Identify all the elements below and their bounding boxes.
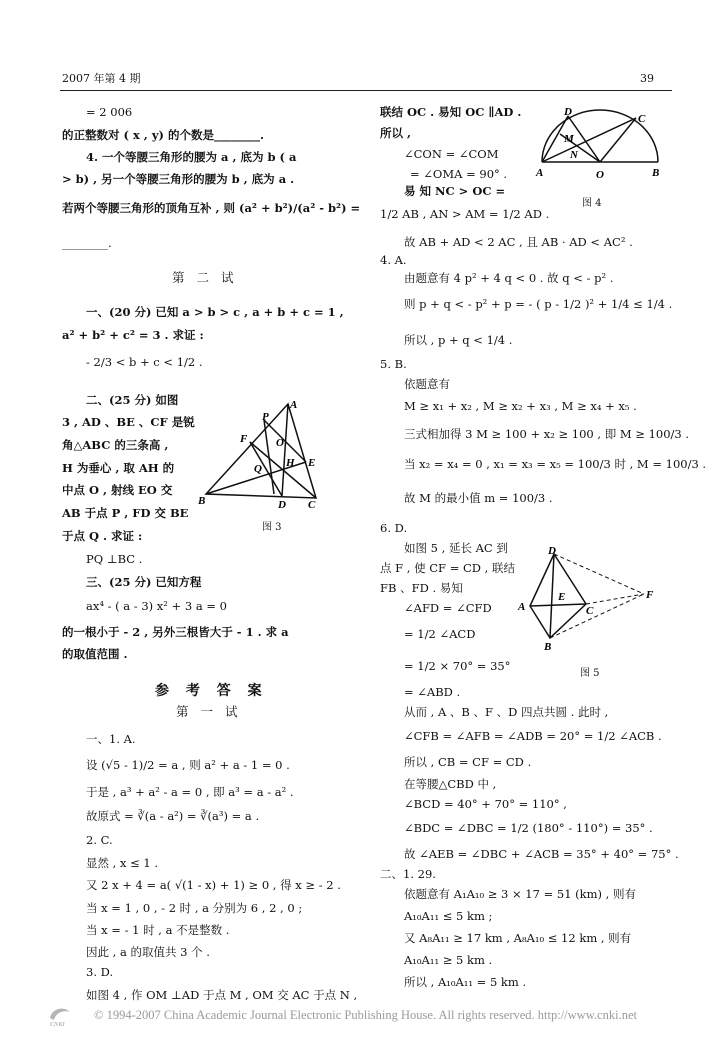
formula-line: A₁₀A₁₁ ≤ 5 km ; [404, 909, 493, 923]
answer-blank: ________. [62, 236, 112, 250]
fig3-label: D [278, 499, 286, 511]
formula-line: ∠AFD = ∠CFD [404, 601, 492, 615]
text-line: 于点 Q . 求证 : [62, 529, 143, 543]
formula-line: = ∠OMA = 90° . [410, 167, 508, 181]
formula-line: 由题意有 4 p² + 4 q < 0 . 故 q < - p² . [404, 271, 614, 285]
fig5-label: A [518, 601, 526, 613]
running-header-issue: 2007 年第 4 期 [62, 72, 141, 85]
figure-5-caption: 图 5 [580, 668, 600, 679]
text-line: AB 于点 P , FD 交 BE [62, 506, 189, 520]
text-line: 联结 OC . 易知 OC ∥AD . [380, 105, 522, 119]
section-heading: 第 一 试 [176, 704, 242, 719]
fig5-label: F [646, 589, 654, 601]
formula-line: 则 p + q < - p² + p = - ( p - 1/2 )² + 1/4 ≤ 1/4 . [404, 297, 673, 311]
text-line: 当 x = - 1 时 , a 不是整数 . [86, 923, 230, 937]
text-line: 4. A. [380, 253, 407, 267]
text-line: 如图 4 , 作 OM ⊥AD 于点 M , OM 交 AC 于点 N , [86, 988, 358, 1002]
text-line: > b) , 另一个等腰三角形的腰为 b , 底为 a . [62, 172, 295, 186]
formula-line: ∠BCD = 40° + 70° = 110° , [404, 797, 567, 811]
formula-line: = 1/2 × 70° = 35° [404, 659, 511, 673]
fig5-label: E [558, 591, 566, 603]
fig4-label: B [652, 167, 660, 179]
fig5-label: C [586, 605, 594, 617]
fig5-label: D [548, 545, 556, 557]
text-line: 因此 , a 的取值共 3 个 . [86, 945, 210, 959]
formula-line: ∠BDC = ∠DBC = 1/2 (180° - 110°) = 35° . [404, 821, 653, 835]
text-line: a² + b² + c² = 3 . 求证 : [62, 328, 204, 342]
text-line: 一、1. A. [86, 732, 136, 746]
fig3-label: B [198, 495, 206, 507]
text-line: 一、(20 分) 已知 a > b > c , a + b + c = 1 , [86, 305, 344, 319]
formula-line: 所以 , A₁₀A₁₁ = 5 km . [404, 975, 527, 989]
fig3-label: Q [254, 463, 262, 475]
fig3-label: C [308, 499, 316, 511]
cnki-logo-icon [44, 1004, 84, 1028]
formula-line: 所以 , CB = CF = CD . [404, 755, 532, 769]
text-line: = 2 006 [86, 105, 133, 119]
text-line: 点 F , 使 CF = CD , 联结 [380, 561, 515, 575]
text-line: 二、(25 分) 如图 [86, 393, 179, 407]
fig5-label: B [544, 641, 552, 652]
text-line: 的取值范围 . [62, 647, 128, 661]
formula-line: 依题意有 A₁A₁₀ ≥ 3 × 17 = 51 (km) , 则有 [404, 887, 636, 901]
formula-line: - 2/3 < b + c < 1/2 . [86, 355, 203, 369]
text-line: 角△ABC 的三条高 , [62, 438, 169, 452]
figure-4-caption: 图 4 [582, 198, 602, 209]
text-line: 从而 , A 、B 、F 、D 四点共圆 . 此时 , [404, 705, 609, 719]
formula-line: ax⁴ - ( a - 3) x² + 3 a = 0 [86, 599, 227, 613]
formula-line: = 1/2 ∠ACD [404, 627, 476, 641]
svg-text:CNKI: CNKI [50, 1022, 65, 1028]
formula-line: 三式相加得 3 M ≥ 100 + x₂ ≥ 100 , 即 M ≥ 100/3 . [404, 427, 690, 441]
formula-line: ∠CFB = ∠AFB = ∠ADB = 20° = 1/2 ∠ACB . [404, 729, 662, 743]
text-line: 的正整数对 ( x , y) 的个数是________. [62, 128, 264, 142]
publisher-logo [44, 1004, 86, 1026]
text-line: PQ ⊥BC . [86, 552, 143, 566]
text-line: 6. D. [380, 521, 408, 535]
formula-line: 故 AB + AD < 2 AC , 且 AB · AD < AC² . [404, 235, 633, 249]
section-heading: 第 二 试 [172, 270, 238, 285]
figure-4-diagram [534, 104, 664, 196]
fig3-label: F [240, 433, 248, 445]
fig3-label: O [276, 437, 284, 449]
fig4-label: O [596, 169, 604, 181]
fig3-label: P [262, 411, 269, 423]
fig4-label: D [564, 106, 572, 118]
formula-line: 又 A₈A₁₁ ≥ 17 km , A₈A₁₀ ≤ 12 km , 则有 [404, 931, 632, 945]
text-line: 依题意有 [404, 377, 450, 391]
formula-line: 故 M 的最小值 m = 100/3 . [404, 491, 553, 505]
text-line: 中点 O , 射线 EO 交 [62, 483, 173, 497]
formula-line: M ≥ x₁ + x₂ , M ≥ x₂ + x₃ , M ≥ x₄ + x₅ . [404, 399, 637, 413]
fig3-label: A [290, 399, 298, 411]
formula-line: ∠CON = ∠COM [404, 147, 499, 161]
formula-line: 设 (√5 - 1)/2 = a , 则 a² + a - 1 = 0 . [86, 758, 290, 772]
formula-line: A₁₀A₁₁ ≥ 5 km . [404, 953, 493, 967]
fig4-label: N [570, 149, 578, 161]
header-rule [60, 90, 672, 91]
text-line: 所以 , [380, 126, 412, 140]
text-line: 显然 , x ≤ 1 . [86, 856, 159, 870]
text-line: 3. D. [86, 965, 114, 979]
fig4-label: M [564, 133, 574, 145]
formula-line: 所以 , p + q < 1/4 . [404, 333, 513, 347]
text-line: 当 x = 1 , 0 , - 2 时 , a 分别为 6 , 2 , 0 ; [86, 901, 303, 915]
formula-line: 故 ∠AEB = ∠DBC + ∠ACB = 35° + 40° = 75° . [404, 847, 679, 861]
copyright-footer: © 1994-2007 China Academic Journal Electronic Publishing House. All rights reserved. http://www.cnki.net [94, 1008, 637, 1022]
fig3-label: H [286, 457, 295, 469]
figure-3-caption: 图 3 [262, 522, 282, 533]
text-line: 又 2 x + 4 = a( √(1 - x) + 1) ≥ 0 , 得 x ≥ - 2 . [86, 878, 341, 892]
text-line: 三、(25 分) 已知方程 [86, 575, 202, 589]
page-number: 39 [640, 72, 654, 85]
text-line: 2. C. [86, 833, 113, 847]
text-line: 的一根小于 - 2 , 另外三根皆大于 - 1 . 求 a [62, 625, 289, 639]
text-line: H 为垂心 , 取 AH 的 [62, 461, 175, 475]
formula-line: 当 x₂ = x₄ = 0 , x₁ = x₃ = x₅ = 100/3 时 , M = 100/3 . [404, 457, 707, 471]
text-line: 若两个等腰三角形的顶角互补 , 则 (a² + b²)/(a² - b²) = [62, 201, 361, 215]
text-line: 5. B. [380, 357, 407, 371]
answers-heading: 参 考 答 案 [155, 683, 268, 699]
formula-line: 1/2 AB , AN > AM = 1/2 AD . [380, 207, 550, 221]
text-line: 在等腰△CBD 中 , [404, 777, 497, 791]
text-line: 3 , AD 、BE 、CF 是锐 [62, 415, 195, 429]
text-line: FB 、FD . 易知 [380, 581, 463, 595]
text-line: 如图 5 , 延长 AC 到 [404, 541, 508, 555]
formula-line: 故原式 = ∛(a - a²) = ∛(a³) = a . [86, 809, 260, 823]
fig3-label: E [308, 457, 316, 469]
formula-line: 于是 , a³ + a² - a = 0 , 即 a³ = a - a² . [86, 785, 294, 799]
figure-5-diagram [516, 544, 666, 652]
text-line: 易 知 NC > OC = [404, 184, 506, 198]
text-line: 二、1. 29. [380, 867, 436, 881]
formula-line: = ∠ABD . [404, 685, 461, 699]
fig4-label: C [638, 113, 646, 125]
fig4-label: A [536, 167, 544, 179]
figure-3-diagram [196, 390, 326, 530]
text-line: 4. 一个等腰三角形的腰为 a , 底为 b ( a [86, 150, 297, 164]
